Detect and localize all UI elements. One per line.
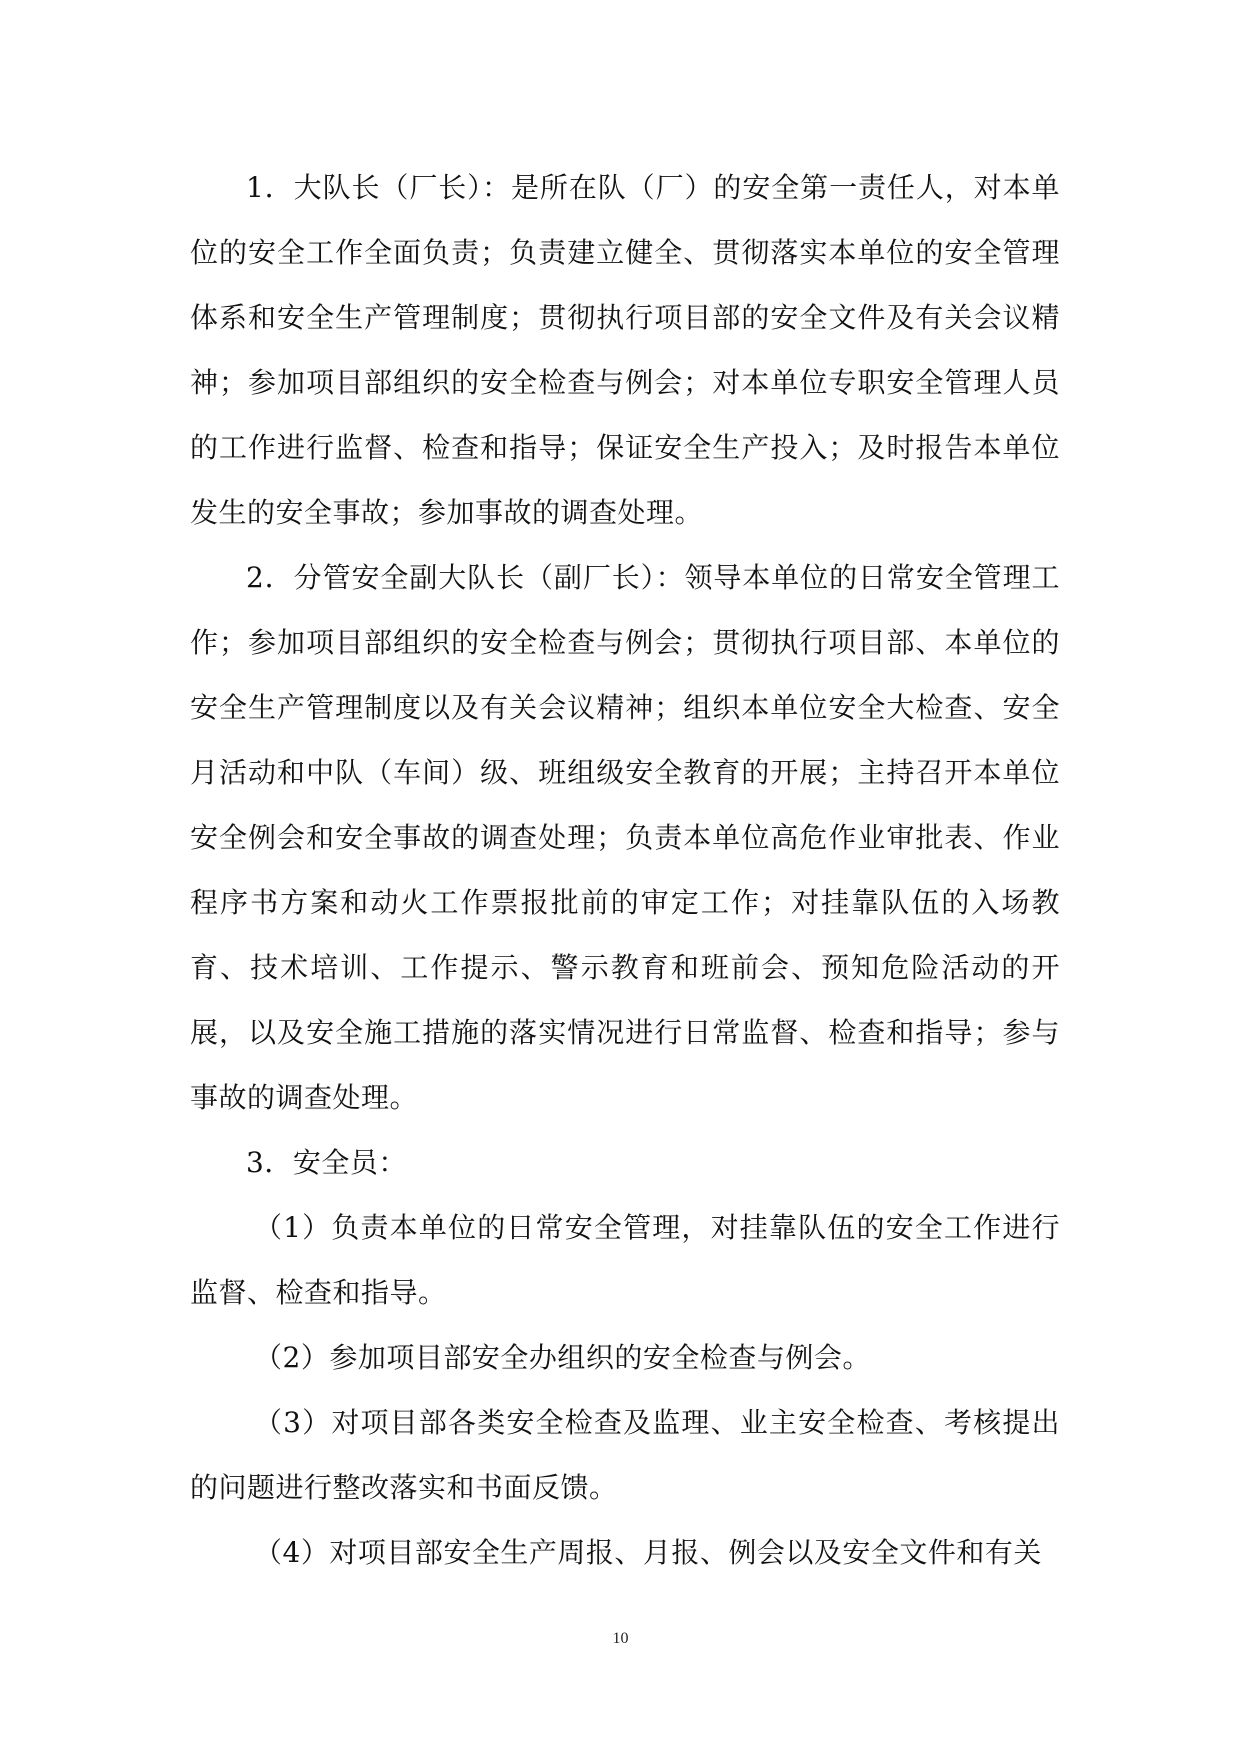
paragraph-item-2: （2）参加项目部安全办组织的安全检查与例会。 [254,1341,871,1374]
paragraph-item-4: （4）对项目部安全生产周报、月报、例会以及安全文件和有关 [254,1536,1042,1569]
paragraph-brigade-leader: 1．大队长（厂长）：是所在队（厂）的安全第一责任人，对本单位的安全工作全面负责；负责建立健全、贯彻落实本单位的安全管理体系和安全生产管理制度；贯彻执行项目部的安全文件及有关会议精神；参加项目部组织的安全检查与例会；对本单位专职安全管理人员的工作进行监督、检查和指导；保证安全生产投入；及时报告本单位发生的安全事故；参加事故的调查处理。 [190,171,1060,529]
paragraph-item-3: （3）对项目部各类安全检查及监理、业主安全检查、考核提出的问题进行整改落实和书面反馈。 [190,1406,1060,1504]
paragraph-safety-officer-heading: 3．安全员： [246,1146,407,1179]
paragraph-item-1: （1）负责本单位的日常安全管理，对挂靠队伍的安全工作进行监督、检查和指导。 [190,1211,1060,1309]
page-number: 10 [612,1630,629,1647]
body-text [190,155,1060,1585]
paragraph-deputy-leader: 2．分管安全副大队长（副厂长）：领导本单位的日常安全管理工作；参加项目部组织的安全检查与例会；贯彻执行项目部、本单位的安全生产管理制度以及有关会议精神；组织本单位安全大检查、安全月活动和中队（车间）级、班组级安全教育的开展；主持召开本单位安全例会和安全事故的调查处理；负责本单位高危作业审批表、作业程序书方案和动火工作票报批前的审定工作；对挂靠队伍的入场教育、技术培训、工作提示、警示教育和班前会、预知危险活动的开展，以及安全施工措施的落实情况进行日常监督、检查和指导；参与事故的调查处理。 [190,561,1060,1114]
